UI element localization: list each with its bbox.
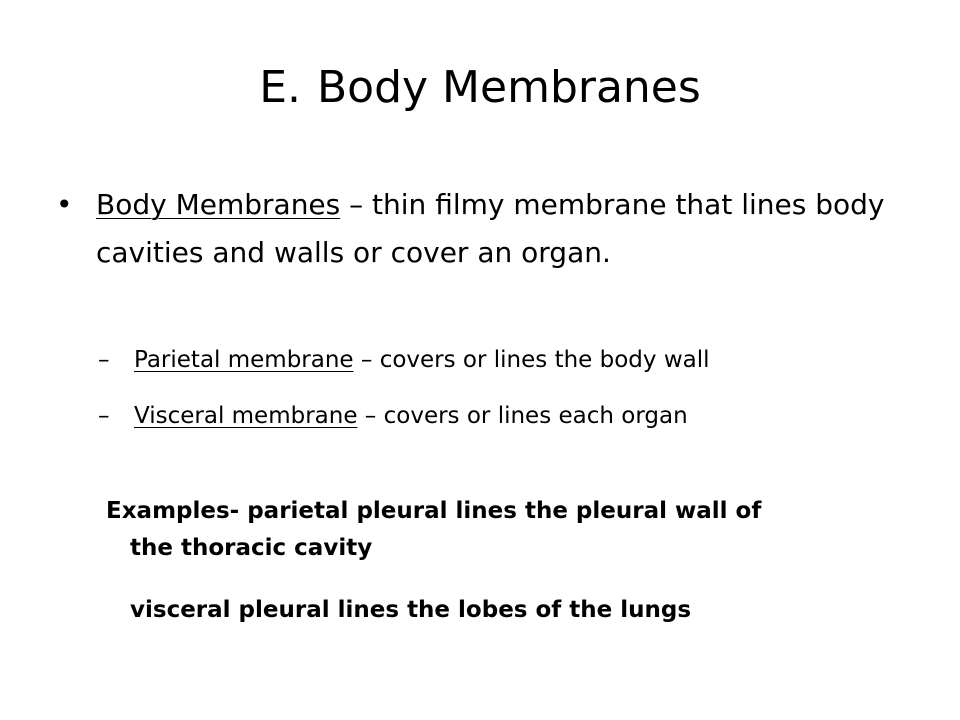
sub-bullet-parietal xyxy=(98,342,894,378)
sub-bullet-term: Visceral membrane xyxy=(134,403,358,429)
dash-bullet-icon: – xyxy=(98,347,110,373)
title-number: E. xyxy=(259,62,301,113)
slide-title xyxy=(0,56,960,120)
examples-block xyxy=(106,493,906,567)
main-bullet-definition: – thin filmy membrane that lines body cavities and walls or cover an organ. xyxy=(96,188,885,269)
sub-bullet-definition: – covers or lines the body wall xyxy=(353,347,710,373)
dash-bullet-icon: – xyxy=(98,403,110,429)
title-text: Body Membranes xyxy=(316,62,701,113)
examples-line-1: Examples- parietal pleural lines the pleural wall of xyxy=(106,498,762,524)
examples-line-3: visceral pleural lines the lobes of the lungs xyxy=(130,597,692,623)
main-bullet xyxy=(56,181,896,277)
sub-bullet-visceral xyxy=(98,398,894,434)
main-bullet-term: Body Membranes xyxy=(96,188,341,221)
examples-line-2: the thoracic cavity xyxy=(130,535,373,561)
sub-bullet-term: Parietal membrane xyxy=(134,347,354,373)
bullet-dot-icon: • xyxy=(56,188,73,221)
sub-bullet-definition: – covers or lines each organ xyxy=(357,403,688,429)
